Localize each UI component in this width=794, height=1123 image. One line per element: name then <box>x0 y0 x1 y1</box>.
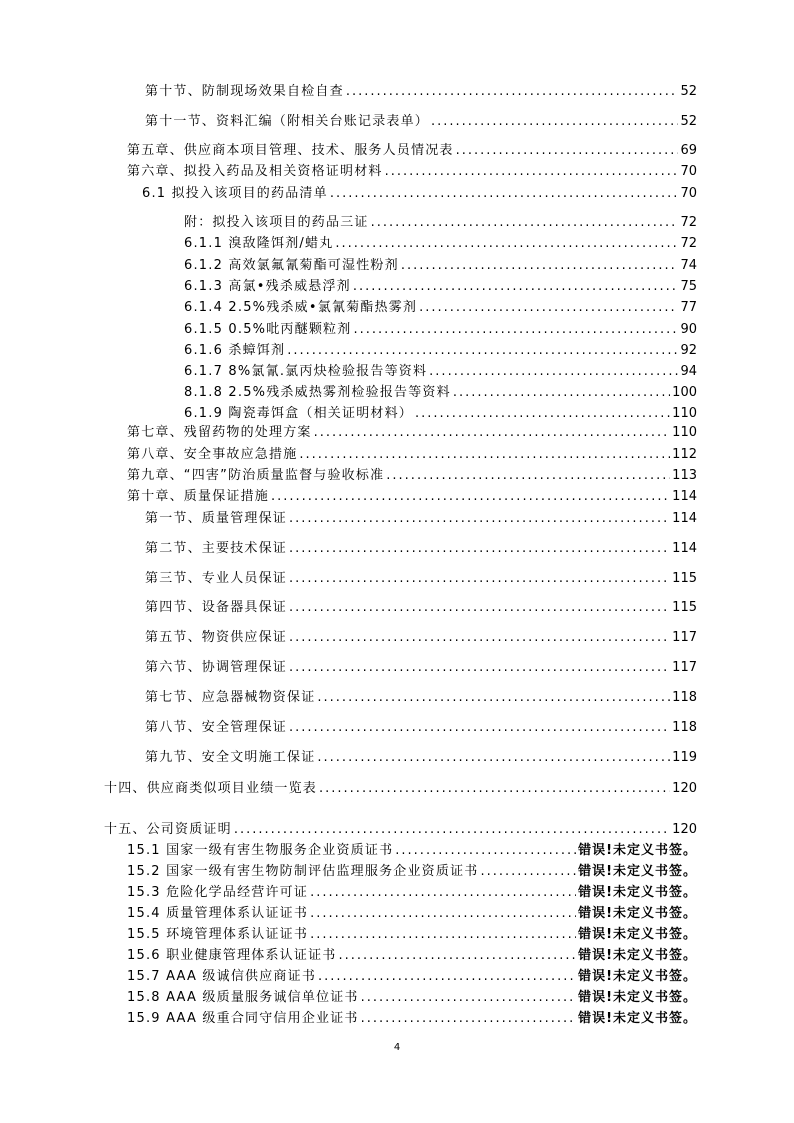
toc-entry-title: 6.1.4 2.5%残杀威•氯氰菊酯热雾剂 <box>184 300 418 315</box>
toc-entry-page: 118 <box>672 720 697 735</box>
toc-leader-dots <box>310 906 576 921</box>
toc-entry-page: 110 <box>672 406 697 421</box>
toc-entry-page-error: 错误!未定义书签。 <box>578 906 697 921</box>
toc-entry-title: 15.8 AAA 级质量服务诚信单位证书 <box>127 990 359 1005</box>
toc-entry[interactable] <box>127 1007 697 1027</box>
toc-entry[interactable] <box>184 402 697 422</box>
toc-entry-page-error: 错误!未定义书签。 <box>578 948 697 963</box>
toc-leader-dots <box>415 406 670 421</box>
toc-leader-dots <box>371 215 679 230</box>
toc-leader-dots <box>289 720 670 735</box>
toc-entry-page: 114 <box>672 511 697 526</box>
toc-entry[interactable] <box>127 443 697 463</box>
toc-entry-title: 15.2 国家一级有害生物防制评估监理服务企业资质证书 <box>127 864 479 879</box>
toc-entry-page: 52 <box>680 114 697 129</box>
toc-leader-dots <box>456 143 679 158</box>
toc-entry-title: 第十章、质量保证措施 <box>127 489 270 504</box>
toc-leader-dots <box>289 541 670 556</box>
toc-entry[interactable] <box>145 626 697 646</box>
toc-entry[interactable] <box>104 818 697 838</box>
toc-entry[interactable] <box>127 923 697 943</box>
toc-leader-dots <box>314 425 671 440</box>
toc-leader-dots <box>361 990 576 1005</box>
toc-entry-page: 77 <box>680 300 697 315</box>
toc-leader-dots <box>318 969 576 984</box>
toc-leader-dots <box>401 258 679 273</box>
toc-entry[interactable] <box>127 902 697 922</box>
toc-entry-page: 113 <box>672 468 697 483</box>
toc-leader-dots <box>353 279 679 294</box>
toc-entry-page-error: 错误!未定义书签。 <box>578 885 697 900</box>
toc-entry[interactable] <box>127 944 697 964</box>
toc-entry-title: 第八节、安全管理保证 <box>145 720 288 735</box>
toc-entry-title: 6.1.2 高效氯氟氰菊酯可湿性粉剂 <box>184 258 399 273</box>
toc-leader-dots <box>353 322 678 337</box>
toc-entry[interactable] <box>184 254 697 274</box>
toc-leader-dots <box>317 690 670 705</box>
toc-entry[interactable] <box>127 860 697 880</box>
toc-entry[interactable] <box>184 381 697 401</box>
toc-leader-dots <box>271 489 670 504</box>
toc-entry-title: 6.1.7 8%氯氰.氯丙炔检验报告等资料 <box>184 364 428 379</box>
toc-entry-title: 第一节、质量管理保证 <box>145 511 288 526</box>
toc-entry-title: 6.1.6 杀蟑饵剂 <box>184 343 286 358</box>
toc-leader-dots <box>361 1011 576 1026</box>
toc-entry[interactable] <box>184 275 697 295</box>
toc-entry[interactable] <box>145 507 697 527</box>
toc-entry[interactable] <box>104 777 697 797</box>
toc-leader-dots <box>395 843 576 858</box>
toc-entry[interactable] <box>145 656 697 676</box>
toc-entry-page: 114 <box>672 541 697 556</box>
toc-leader-dots <box>480 864 576 879</box>
toc-entry-page: 110 <box>672 425 697 440</box>
toc-entry-title: 第六章、拟投入药品及相关资格证明材料 <box>127 164 383 179</box>
toc-entry-title: 6.1 拟投入该项目的药品清单 <box>142 186 328 201</box>
toc-leader-dots <box>346 84 679 99</box>
toc-leader-dots <box>299 447 670 462</box>
toc-entry-page: 75 <box>680 279 697 294</box>
toc-entry-page: 120 <box>672 822 697 837</box>
toc-entry[interactable] <box>127 986 697 1006</box>
toc-leader-dots <box>338 948 576 963</box>
toc-entry-page: 117 <box>672 630 697 645</box>
toc-entry[interactable] <box>184 211 697 231</box>
toc-entry[interactable] <box>184 360 697 380</box>
toc-entry[interactable] <box>184 339 697 359</box>
toc-entry-page: 72 <box>680 215 697 230</box>
toc-entry[interactable] <box>127 965 697 985</box>
toc-entry-page-error: 错误!未定义书签。 <box>578 969 697 984</box>
toc-leader-dots <box>431 114 678 129</box>
toc-entry[interactable] <box>184 318 697 338</box>
toc-entry-title: 8.1.8 2.5%残杀威热雾剂检验报告等资料 <box>184 385 451 400</box>
toc-entry[interactable] <box>145 80 697 100</box>
toc-entry-title: 附：拟投入该项目的药品三证 <box>184 215 369 230</box>
toc-entry-title: 15.7 AAA 级诚信供应商证书 <box>127 969 317 984</box>
toc-entry-page: 112 <box>672 447 697 462</box>
toc-entry-page: 114 <box>672 489 697 504</box>
toc-leader-dots <box>289 511 670 526</box>
toc-entry-page-error: 错误!未定义书签。 <box>578 927 697 942</box>
toc-entry-title: 15.4 质量管理体系认证证书 <box>127 906 309 921</box>
toc-entry-title: 第七章、残留药物的处理方案 <box>127 425 312 440</box>
toc-entry-title: 第七节、应急器械物资保证 <box>145 690 316 705</box>
toc-entry[interactable] <box>127 464 697 484</box>
toc-entry-title: 第五章、供应商本项目管理、技术、服务人员情况表 <box>127 143 454 158</box>
toc-leader-dots <box>386 468 670 483</box>
toc-entry-page-error: 错误!未定义书签。 <box>578 1011 697 1026</box>
toc-entry-page: 115 <box>672 571 697 586</box>
toc-entry-page: 70 <box>680 164 697 179</box>
toc-leader-dots <box>429 364 678 379</box>
toc-entry-title: 6.1.9 陶瓷毒饵盒（相关证明材料） <box>184 406 414 421</box>
toc-entry-title: 15.1 国家一级有害生物服务企业资质证书 <box>127 843 394 858</box>
toc-leader-dots <box>317 750 670 765</box>
toc-entry-page: 100 <box>672 385 697 400</box>
toc-entry[interactable] <box>127 160 697 180</box>
toc-leader-dots <box>287 343 678 358</box>
toc-entry[interactable] <box>127 485 697 505</box>
toc-entry-title: 第三节、专业人员保证 <box>145 571 288 586</box>
toc-leader-dots <box>310 885 576 900</box>
toc-leader-dots <box>310 927 576 942</box>
toc-entry[interactable] <box>127 421 697 441</box>
toc-entry-page: 74 <box>680 258 697 273</box>
toc-entry[interactable] <box>127 139 697 159</box>
toc-entry-page: 94 <box>680 364 697 379</box>
toc-entry-page-error: 错误!未定义书签。 <box>578 990 697 1005</box>
toc-entry-page-error: 错误!未定义书签。 <box>578 843 697 858</box>
toc-entry-title: 第五节、物资供应保证 <box>145 630 288 645</box>
toc-entry[interactable] <box>184 232 697 252</box>
toc-entry-page: 92 <box>680 343 697 358</box>
toc-entry-page: 72 <box>680 236 697 251</box>
toc-entry[interactable] <box>127 839 697 859</box>
toc-entry-title: 第九节、安全文明施工保证 <box>145 750 316 765</box>
toc-entry-page: 119 <box>672 750 697 765</box>
toc-entry-title: 十四、供应商类似项目业绩一览表 <box>104 781 318 796</box>
toc-entry-title: 6.1.1 溴敌隆饵剂/蜡丸 <box>184 236 334 251</box>
toc-entry[interactable] <box>142 182 697 202</box>
toc-leader-dots <box>234 822 670 837</box>
toc-entry[interactable] <box>145 110 697 130</box>
toc-entry[interactable] <box>184 296 697 316</box>
toc-leader-dots <box>335 236 678 251</box>
toc-entry-page: 118 <box>672 690 697 705</box>
toc-entry[interactable] <box>145 716 697 736</box>
toc-entry[interactable] <box>145 686 697 706</box>
toc-leader-dots <box>419 300 678 315</box>
toc-entry-title: 15.6 职业健康管理体系认证证书 <box>127 948 337 963</box>
toc-entry[interactable] <box>145 746 697 766</box>
toc-entry-page: 70 <box>680 186 697 201</box>
toc-entry-title: 第十节、防制现场效果自检自查 <box>145 84 344 99</box>
toc-leader-dots <box>289 600 670 615</box>
toc-entry-title: 15.9 AAA 级重合同守信用企业证书 <box>127 1011 359 1026</box>
toc-entry[interactable] <box>127 881 697 901</box>
toc-entry[interactable] <box>145 596 697 616</box>
toc-entry-title: 6.1.5 0.5%吡丙醚颗粒剂 <box>184 322 352 337</box>
toc-leader-dots <box>289 571 670 586</box>
toc-leader-dots <box>289 660 670 675</box>
toc-entry[interactable] <box>145 537 697 557</box>
toc-entry-page-error: 错误!未定义书签。 <box>578 864 697 879</box>
toc-entry-title: 第九章、“四害”防治质量监督与验收标准 <box>127 468 385 483</box>
toc-entry-page: 117 <box>672 660 697 675</box>
toc-entry-page: 120 <box>672 781 697 796</box>
toc-entry-page: 115 <box>672 600 697 615</box>
toc-entry-title: 15.3 危险化学品经营许可证 <box>127 885 309 900</box>
toc-entry[interactable] <box>145 567 697 587</box>
toc-leader-dots <box>385 164 679 179</box>
toc-entry-title: 第六节、协调管理保证 <box>145 660 288 675</box>
toc-entry-page: 69 <box>680 143 697 158</box>
toc-entry-title: 第八章、安全事故应急措施 <box>127 447 298 462</box>
toc-entry-title: 第二节、主要技术保证 <box>145 541 288 556</box>
toc-leader-dots <box>330 186 679 201</box>
toc-entry-title: 第四节、设备器具保证 <box>145 600 288 615</box>
toc-leader-dots <box>453 385 670 400</box>
page-number: 4 <box>393 1042 401 1053</box>
toc-entry-page: 90 <box>680 322 697 337</box>
toc-entry-title: 十五、公司资质证明 <box>104 822 232 837</box>
toc-leader-dots <box>289 630 670 645</box>
toc-entry-title: 15.5 环境管理体系认证证书 <box>127 927 309 942</box>
toc-entry-page: 52 <box>680 84 697 99</box>
toc-entry-title: 6.1.3 高氯•残杀威悬浮剂 <box>184 279 351 294</box>
toc-leader-dots <box>319 781 670 796</box>
toc-entry-title: 第十一节、资料汇编（附相关台账记录表单） <box>145 114 430 129</box>
